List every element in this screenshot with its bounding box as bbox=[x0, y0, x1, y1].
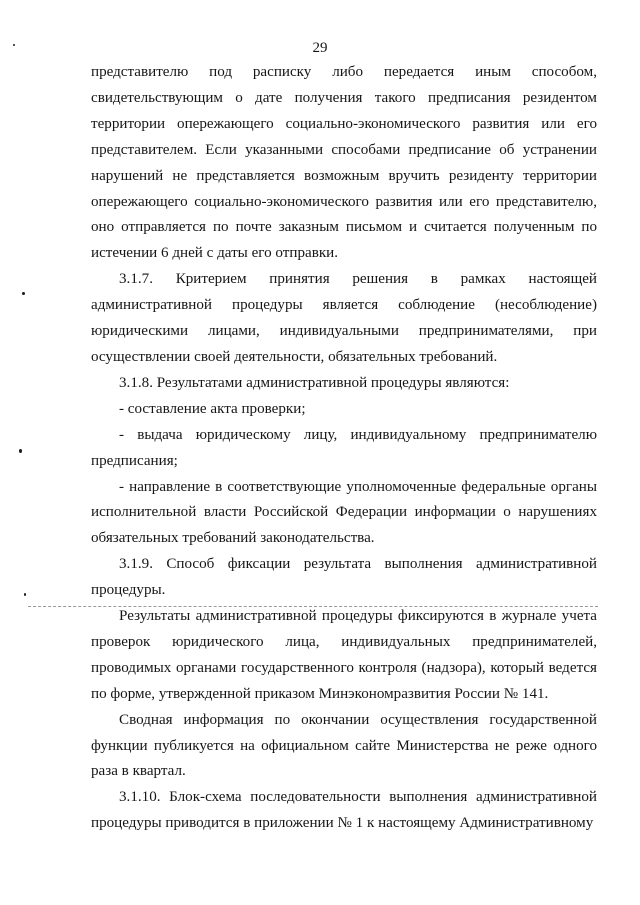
paragraph-3-1-8: 3.1.8. Результатами административной процедуры являются: bbox=[119, 374, 510, 391]
list-item-act: - составление акта проверки; bbox=[119, 400, 306, 417]
scan-speck bbox=[19, 449, 22, 453]
scan-speck bbox=[22, 292, 25, 295]
scan-speck bbox=[24, 593, 26, 596]
paragraph-summary: Сводная информация по окончании осуществления государственной функции публикуется на официальном сайте Министерства не реже одного раза в квартал. bbox=[91, 711, 597, 780]
scan-speck bbox=[13, 44, 15, 46]
list-item-information: - направление в соответствующие уполномоченные федеральные органы исполнительной власти Российской Федерации информации о нарушениях обязательных требований законодательства. bbox=[91, 478, 597, 547]
document-body bbox=[91, 60, 597, 837]
paragraph-3-1-7: 3.1.7. Критерием принятия решения в рамках настоящей административной процедуры является соблюдение (несоблюдение) юридическими лицами, индивидуальными предпринимателями, при осуществлении своей деятельности, обязательных требований. bbox=[91, 271, 597, 365]
paragraph-journal: Результаты административной процедуры фиксируются в журнале учета проверок юридического лица, индивидуальных предпринимателей, проводимых органами государственного контроля (надзора), который ведется по форме, утвержденной приказом Минэкономразвития России № 141. bbox=[91, 608, 597, 702]
page-number: 29 bbox=[312, 40, 328, 56]
paragraph-3-1-9: 3.1.9. Способ фиксации результата выполнения административной процедуры. bbox=[91, 556, 597, 599]
paragraph-3-1-10: 3.1.10. Блок-схема последовательности выполнения административной процедуры приводится в приложении № 1 к настоящему Административному bbox=[91, 789, 597, 832]
scan-artifact-line bbox=[28, 606, 598, 607]
paragraph-continuation: представителю под расписку либо передается иным способом, свидетельствующим о дате получения такого предписания резидентом территории опережающего социально-экономического развития или его представителем. Если указанными способами предписание об устранении нарушений не представляется возможным вручить резиденту территории опережающего социально-экономического развития или его представителю, оно отправляется по почте заказным письмом и считается полученным по истечении 6 дней с даты его отправки. bbox=[91, 64, 597, 262]
list-item-order: - выдача юридическому лицу, индивидуальному предпринимателю предписания; bbox=[91, 426, 597, 469]
